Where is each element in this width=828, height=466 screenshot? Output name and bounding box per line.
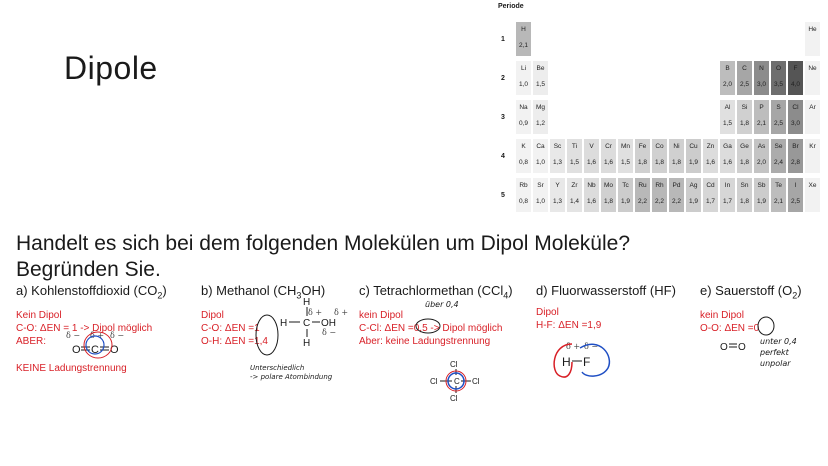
element-symbol: Rb [519, 182, 528, 189]
element-symbol: He [808, 26, 817, 33]
electronegativity-value: 1,8 [739, 120, 750, 127]
element-cell-zn [703, 139, 718, 173]
electronegativity-value: 2,5 [773, 120, 784, 127]
element-symbol: Br [792, 143, 799, 150]
element-symbol: K [521, 143, 526, 150]
element-cell-ne [805, 61, 820, 95]
element-cell-mg [533, 100, 548, 134]
svg-text:δ +: δ + [566, 342, 581, 351]
element-cell-he [805, 22, 820, 56]
element-symbol: Te [775, 182, 782, 189]
element-cell-mo [601, 178, 616, 212]
element-symbol: Li [520, 65, 527, 72]
electronegativity-value: 1,5 [620, 159, 631, 166]
element-symbol: Ni [673, 143, 680, 150]
periodic-table [496, 0, 828, 212]
svg-text:C: C [91, 344, 99, 356]
svg-text:Cl: Cl [472, 377, 480, 386]
column-heading: c) Tetrachlormethan (CCl$_4$) [359, 283, 513, 301]
element-cell-sc [550, 139, 565, 173]
element-cell-as [754, 139, 769, 173]
element-symbol: Y [555, 182, 560, 189]
period-number: 4 [501, 153, 505, 160]
electronegativity-value: 1,0 [518, 81, 529, 88]
element-cell-mn [618, 139, 633, 173]
electronegativity-value: 2,5 [790, 198, 801, 205]
svg-text:δ −: δ − [322, 328, 337, 337]
electronegativity-value: 2,1 [773, 198, 784, 205]
electronegativity-value: 1,8 [671, 159, 682, 166]
answer-conclusion: KEINE Ladungstrennung [16, 362, 127, 374]
svg-text:H: H [562, 355, 571, 369]
electronegativity-value: 2,1 [756, 120, 767, 127]
element-symbol: F [793, 65, 798, 72]
element-cell-sn [737, 178, 752, 212]
element-symbol: Na [519, 104, 528, 111]
element-symbol: Sr [537, 182, 544, 189]
handwritten-note [760, 336, 797, 369]
element-symbol: Rh [655, 182, 664, 189]
electronegativity-value: 1,4 [569, 198, 580, 205]
element-cell-f [788, 61, 803, 95]
element-symbol: S [776, 104, 781, 111]
note-line: unter 0,4 [760, 337, 797, 346]
period-number: 2 [501, 75, 505, 82]
element-symbol: Se [774, 143, 783, 150]
element-cell-rh [652, 178, 667, 212]
element-symbol: Si [741, 104, 748, 111]
element-cell-ni [669, 139, 684, 173]
element-cell-n [754, 61, 769, 95]
electronegativity-value: 1,7 [705, 198, 716, 205]
electronegativity-value: 1,7 [722, 198, 733, 205]
element-cell-in [720, 178, 735, 212]
element-symbol: Cu [689, 143, 698, 150]
question-line-1: Handelt es sich bei dem folgenden Molekülen um Dipol Moleküle? [16, 232, 631, 255]
electronegativity-value: 1,6 [722, 159, 733, 166]
electronegativity-value: 1,0 [535, 159, 546, 166]
svg-text:F: F [583, 355, 591, 369]
svg-text:Cl: Cl [450, 360, 458, 369]
o2-structure-drawing [716, 337, 756, 357]
column-heading: b) Methanol $(CH_3OH)$ [201, 283, 326, 301]
element-symbol: P [759, 104, 764, 111]
element-symbol: Kr [809, 143, 816, 150]
element-symbol: Zr [571, 182, 578, 189]
electronegativity-value: 0,9 [518, 120, 529, 127]
svg-text:C: C [303, 318, 311, 329]
electronegativity-value: 1,3 [552, 198, 563, 205]
answer-line: kein Dipol [359, 309, 403, 321]
element-cell-cu [686, 139, 701, 173]
element-symbol: As [757, 143, 766, 150]
electronegativity-value: 1,8 [739, 198, 750, 205]
element-symbol: Sb [757, 182, 766, 189]
electronegativity-value: 3,5 [773, 81, 784, 88]
element-symbol: Cl [792, 104, 799, 111]
element-cell-ti [567, 139, 582, 173]
svg-text:O: O [110, 344, 119, 356]
element-symbol: C [742, 65, 747, 72]
electronegativity-value: 1,9 [688, 159, 699, 166]
co2-structure-drawing [58, 327, 138, 359]
element-symbol: Ar [809, 104, 816, 111]
electronegativity-value: 4,0 [790, 81, 801, 88]
column-heading: e) Sauerstoff $(O_2)$ [700, 283, 802, 301]
svg-text:δ +: δ + [334, 308, 349, 317]
electronegativity-value: 1,0 [535, 198, 546, 205]
electronegativity-value: 2,2 [671, 198, 682, 205]
periodic-table-label: Periode [498, 3, 524, 10]
slide-title: Dipole [64, 50, 158, 86]
note-line: unpolar [760, 359, 791, 368]
electronegativity-value: 0,8 [518, 159, 529, 166]
svg-text:δ −: δ − [66, 331, 81, 340]
element-symbol: Sc [553, 143, 562, 150]
question [16, 231, 630, 283]
element-symbol: Ca [536, 143, 545, 150]
electronegativity-value: 1,6 [705, 159, 716, 166]
element-cell-c [737, 61, 752, 95]
element-symbol: Ge [740, 143, 749, 150]
svg-text:H: H [303, 338, 311, 349]
handwritten-note: über 0,4 [425, 300, 459, 309]
column-hf [536, 283, 676, 332]
element-cell-cd [703, 178, 718, 212]
element-symbol: Fe [638, 143, 647, 150]
electronegativity-value: 1,8 [654, 159, 665, 166]
electronegativity-value: 1,2 [535, 120, 546, 127]
element-cell-al [720, 100, 735, 134]
svg-text:OH: OH [321, 318, 336, 329]
svg-text:Cl: Cl [430, 377, 438, 386]
element-symbol: Tc [622, 182, 629, 189]
svg-text:H: H [280, 318, 288, 329]
svg-text:δ −: δ − [584, 342, 599, 351]
element-cell-ge [737, 139, 752, 173]
element-symbol: Ti [571, 143, 578, 150]
electronegativity-value: 1,9 [688, 198, 699, 205]
answer-line: kein Dipol [700, 309, 744, 321]
svg-text:O: O [72, 344, 81, 356]
svg-text:C: C [454, 377, 460, 386]
answer-line: O-H: ΔEN =1,4 [201, 335, 268, 347]
svg-text:O: O [720, 342, 728, 353]
element-cell-ar [805, 100, 820, 134]
element-cell-ga [720, 139, 735, 173]
answer-line: ABER: [16, 335, 47, 347]
element-cell-te [771, 178, 786, 212]
note-line: perfekt [760, 348, 789, 357]
element-cell-rb [516, 178, 531, 212]
svg-text:δ +: δ + [308, 308, 323, 317]
element-cell-ag [686, 178, 701, 212]
electronegativity-value: 1,5 [569, 159, 580, 166]
answer-line: C-Cl: ΔEN =0,5 -> Dipol möglich [359, 322, 503, 334]
electronegativity-value: 2,2 [654, 198, 665, 205]
element-cell-li [516, 61, 531, 95]
element-symbol: Ag [689, 182, 698, 189]
svg-text:δ +: δ + [90, 331, 105, 340]
element-symbol: Mn [620, 143, 631, 150]
svg-text:δ −: δ − [110, 331, 125, 340]
electronegativity-value: 0,8 [518, 198, 529, 205]
element-cell-na [516, 100, 531, 134]
electronegativity-value: 2,8 [790, 159, 801, 166]
element-cell-b [720, 61, 735, 95]
element-cell-k [516, 139, 531, 173]
svg-text:Cl: Cl [450, 394, 458, 403]
svg-text:Unterschiedlich: Unterschiedlich [250, 364, 305, 372]
element-symbol: Cr [605, 143, 612, 150]
question-line-2: Begründen Sie. [16, 258, 161, 281]
period-number: 1 [501, 36, 505, 43]
element-cell-kr [805, 139, 820, 173]
answer-line: C-O: ΔEN =1 [201, 322, 260, 334]
electronegativity-value: 2,5 [739, 81, 750, 88]
electronegativity-value: 2,0 [722, 81, 733, 88]
element-symbol: Ne [808, 65, 817, 72]
element-symbol: Al [724, 104, 731, 111]
electronegativity-value: 1,5 [535, 81, 546, 88]
column-heading: d) Fluorwasserstoff (HF) [536, 283, 676, 298]
electronegativity-value: 3,0 [790, 120, 801, 127]
element-cell-co [652, 139, 667, 173]
value-circle [757, 315, 777, 337]
element-cell-cr [601, 139, 616, 173]
element-cell-fe [635, 139, 650, 173]
electronegativity-value: 2,2 [637, 198, 648, 205]
element-cell-cl [788, 100, 803, 134]
column-o2 [700, 283, 802, 335]
answer-line: H-F: ΔEN =1,9 [536, 320, 602, 331]
column-ccl4 [359, 283, 513, 348]
element-cell-s [771, 100, 786, 134]
answer-line: Aber: keine Ladungstrennung [359, 335, 491, 347]
element-cell-y [550, 178, 565, 212]
element-cell-sr [533, 178, 548, 212]
electronegativity-value: 1,9 [620, 198, 631, 205]
electronegativity-value: 1,8 [739, 159, 750, 166]
electronegativity-value: 1,5 [722, 120, 733, 127]
element-symbol: I [794, 182, 797, 189]
answer-line: Dipol [536, 307, 559, 318]
element-symbol: Pd [672, 182, 681, 189]
element-symbol: Xe [808, 182, 817, 189]
electronegativity-value: 1,6 [586, 198, 597, 205]
element-symbol: N [759, 65, 764, 72]
electronegativity-value: 1,6 [603, 159, 614, 166]
element-cell-pd [669, 178, 684, 212]
electronegativity-value: 2,0 [756, 159, 767, 166]
electronegativity-value: 1,8 [603, 198, 614, 205]
column-heading: a) Kohlenstoffdioxid $(CO_2)$ [16, 283, 167, 301]
element-cell-nb [584, 178, 599, 212]
element-symbol: Zn [706, 143, 715, 150]
element-symbol: In [724, 182, 731, 189]
electronegativity-value: 1,8 [637, 159, 648, 166]
element-cell-br [788, 139, 803, 173]
electronegativity-value: 1,3 [552, 159, 563, 166]
element-symbol: B [725, 65, 730, 72]
answer-line: Dipol [201, 309, 224, 321]
element-cell-ru [635, 178, 650, 212]
element-symbol: O [775, 65, 782, 72]
element-cell-p [754, 100, 769, 134]
element-symbol: Cd [706, 182, 715, 189]
element-symbol: Be [536, 65, 545, 72]
element-symbol: V [589, 143, 594, 150]
element-cell-tc [618, 178, 633, 212]
answer-line: C-O: ΔEN = 1 -> Dipol möglich [16, 322, 153, 334]
element-symbol: Nb [587, 182, 596, 189]
element-cell-ca [533, 139, 548, 173]
element-symbol: Sn [740, 182, 749, 189]
element-symbol: Mg [535, 104, 546, 111]
svg-text:H: H [303, 297, 311, 308]
element-cell-sb [754, 178, 769, 212]
element-symbol: Ru [638, 182, 647, 189]
element-cell-h [516, 22, 531, 56]
element-cell-i [788, 178, 803, 212]
element-cell-v [584, 139, 599, 173]
electronegativity-value: 2,1 [518, 42, 529, 49]
answer-line: O-O: ΔEN =0 [700, 322, 760, 334]
element-cell-o [771, 61, 786, 95]
electronegativity-value: 3,0 [756, 81, 767, 88]
svg-text:O: O [738, 342, 746, 353]
ccl4-structure-drawing [428, 358, 488, 404]
element-symbol: H [521, 26, 526, 33]
period-number: 5 [501, 192, 505, 199]
electronegativity-value: 1,6 [586, 159, 597, 166]
element-cell-se [771, 139, 786, 173]
element-cell-zr [567, 178, 582, 212]
methanol-structure-drawing [250, 295, 360, 385]
element-cell-xe [805, 178, 820, 212]
hf-structure-drawing [550, 338, 620, 382]
period-number: 3 [501, 114, 505, 121]
element-symbol: Co [655, 143, 664, 150]
svg-text:-> polare Atombindung: -> polare Atombindung [250, 373, 333, 381]
electronegativity-value: 2,4 [773, 159, 784, 166]
element-cell-be [533, 61, 548, 95]
element-cell-si [737, 100, 752, 134]
element-symbol: Ga [723, 143, 732, 150]
value-circle [414, 318, 444, 334]
electronegativity-value: 1,9 [756, 198, 767, 205]
answer-line: Kein Dipol [16, 309, 62, 321]
element-symbol: Mo [603, 182, 614, 189]
